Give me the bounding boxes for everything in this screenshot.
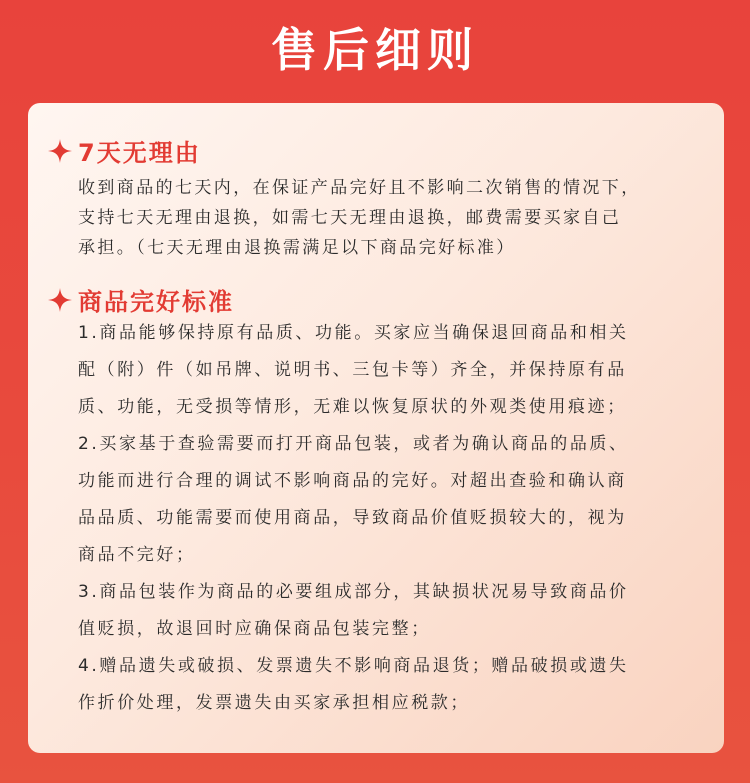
standard-list xyxy=(78,315,718,722)
text-line: 4.赠品遗失或破损、发票遗失不影响商品退货；赠品破损或遗失 xyxy=(78,656,629,676)
text-line: 2.买家基于查验需要而打开商品包装，或者为确认商品的品质、 xyxy=(78,434,629,454)
text-line: 功能而进行合理的调试不影响商品的完好。对超出查验和确认商 xyxy=(78,471,627,491)
text-line: 1.商品能够保持原有品质、功能。买家应当确保退回商品和相关 xyxy=(78,323,629,343)
section-heading-goods-standard xyxy=(48,282,234,317)
text-line: 支持七天无理由退换，如需七天无理由退换，邮费需要买家自己 xyxy=(78,208,622,228)
text-line: 值贬损，故退回时应确保商品包装完整； xyxy=(78,619,431,639)
four-point-star-icon xyxy=(48,288,72,312)
text-line: 配（附）件（如吊牌、说明书、三包卡等）齐全，并保持原有品 xyxy=(78,360,627,380)
text-line: 品品质、功能需要而使用商品，导致商品价值贬损较大的，视为 xyxy=(78,508,627,528)
text-line: 承担。（七天无理由退换需满足以下商品完好标准） xyxy=(78,238,516,258)
text-line: 商品不完好； xyxy=(78,545,196,565)
text-line: 作折价处理，发票遗失由买家承担相应税款； xyxy=(78,693,470,713)
text-line: 收到商品的七天内，在保证产品完好且不影响二次销售的情况下， xyxy=(78,178,641,198)
page-title: 售后细则 xyxy=(271,23,479,77)
section-heading-seven-days xyxy=(48,133,201,168)
section-heading-label: 商品完好标准 xyxy=(78,288,234,316)
four-point-star-icon xyxy=(48,139,72,163)
section-heading-label: 7天无理由 xyxy=(78,139,201,167)
text-line: 3.商品包装作为商品的必要组成部分，其缺损状况易导致商品价 xyxy=(78,582,629,602)
after-sales-card xyxy=(28,103,724,753)
text-line: 质、功能，无受损等情形，无难以恢复原状的外观类使用痕迹； xyxy=(78,397,627,417)
seven-days-paragraph xyxy=(78,173,718,263)
